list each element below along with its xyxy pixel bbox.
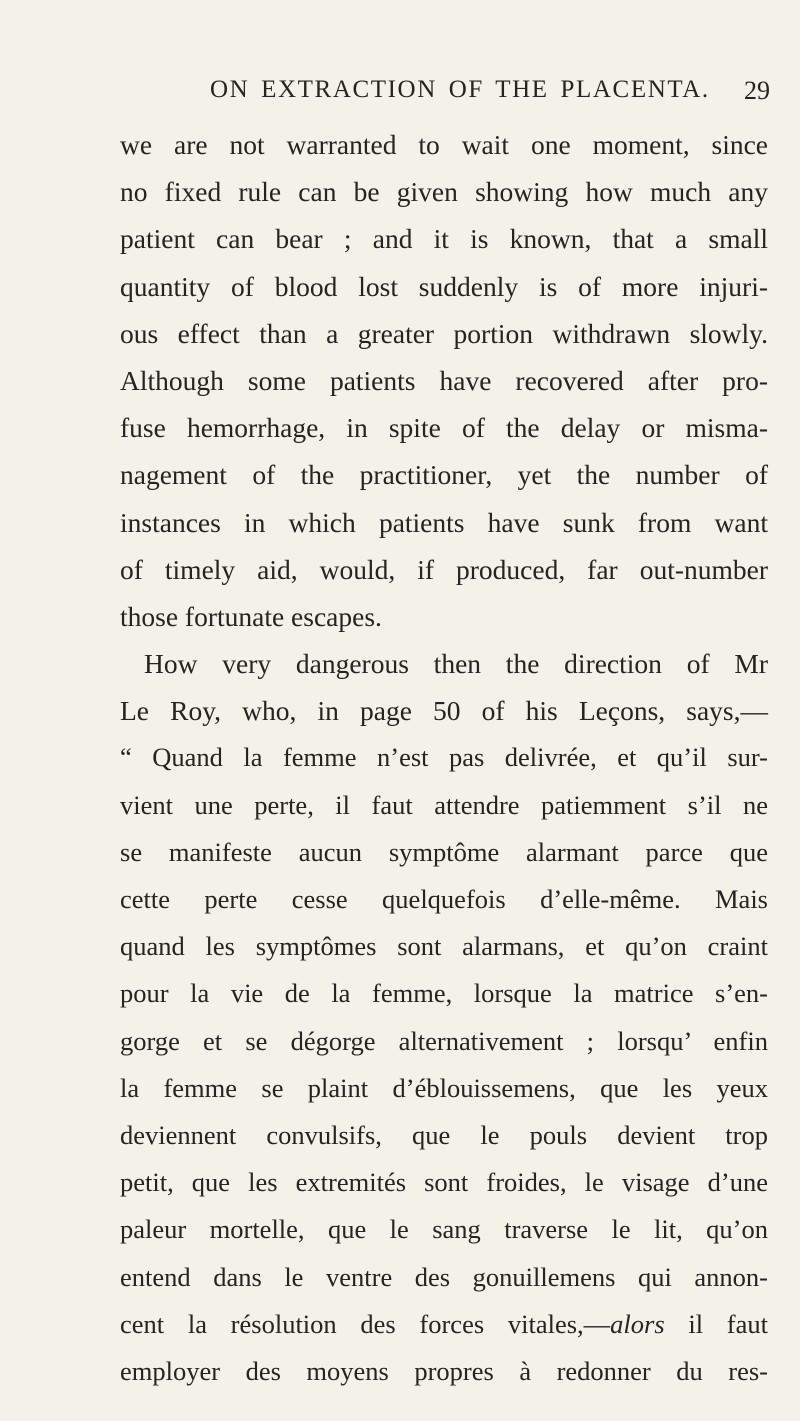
body-text [120, 121, 768, 1395]
quote-line: employer des moyens propres à redonner du res- [120, 1355, 768, 1386]
text-line: of timely aid, would, if produced, far out-number [120, 553, 768, 585]
text-line: patient can bear ; and it is known, that a small [120, 223, 768, 255]
text-line: quantity of blood lost suddenly is of more injuri- [120, 270, 768, 302]
quote-line: entend dans le ventre des gonuillemens qui annon- [120, 1261, 768, 1292]
quote-line: gorge et se dégorge alternativement ; lorsqu’ enfin [120, 1025, 768, 1056]
text-line: no fixed rule can be given showing how much any [120, 176, 768, 208]
text-segment: il faut [688, 1308, 769, 1339]
running-title: ON EXTRACTION OF THE PLACENTA. [210, 76, 710, 103]
text-line: fuse hemorrhage, in spite of the delay or misma- [120, 412, 768, 444]
quote-line: petit, que les extremités sont froides, le visage d’une [120, 1167, 768, 1198]
text-line: those fortunate escapes. [120, 600, 382, 632]
quote-line: paleur mortelle, que le sang traverse le lit, qu’on [120, 1214, 768, 1245]
quote-line: la femme se plaint d’éblouissemens, que les yeux [120, 1072, 768, 1103]
text-line: ous effect than a greater portion withdrawn slowly. [120, 317, 768, 349]
quote-line: vient une perte, il faut attendre patiemment s’il ne [120, 789, 768, 820]
quote-line: pour la vie de la femme, lorsque la matrice s’en- [120, 978, 768, 1009]
text-line: Le Roy, who, in page 50 of his Leçons, says,— [120, 695, 768, 727]
text-line: instances in which patients have sunk from want [120, 506, 768, 538]
quote-line: cette perte cesse quelquefois d’elle-même. Mais [120, 884, 768, 914]
running-head [210, 76, 770, 112]
quote-line: se manifeste aucun symptôme alarmant parce que [120, 836, 768, 867]
page-number: 29 [744, 76, 770, 105]
paragraph-start-line: How very dangerous then the direction of Mr [144, 648, 768, 680]
text-line: nagement of the practitioner, yet the number of [120, 459, 768, 491]
text-segment: cent la résolution des forces vitales,— [120, 1308, 611, 1339]
quote-line: “ Quand la femme n’est pas delivrée, et qu’il sur- [120, 742, 768, 773]
quote-line-with-italic [120, 1301, 768, 1348]
quote-line: quand les symptômes sont alarmans, et qu’on craint [120, 931, 768, 962]
text-line: Although some patients have recovered after pro- [120, 364, 768, 396]
quote-line: deviennent convulsifs, que le pouls devient trop [120, 1119, 768, 1150]
italic-word: alors [610, 1308, 665, 1339]
text-line: we are not warranted to wait one moment, since [120, 129, 768, 160]
